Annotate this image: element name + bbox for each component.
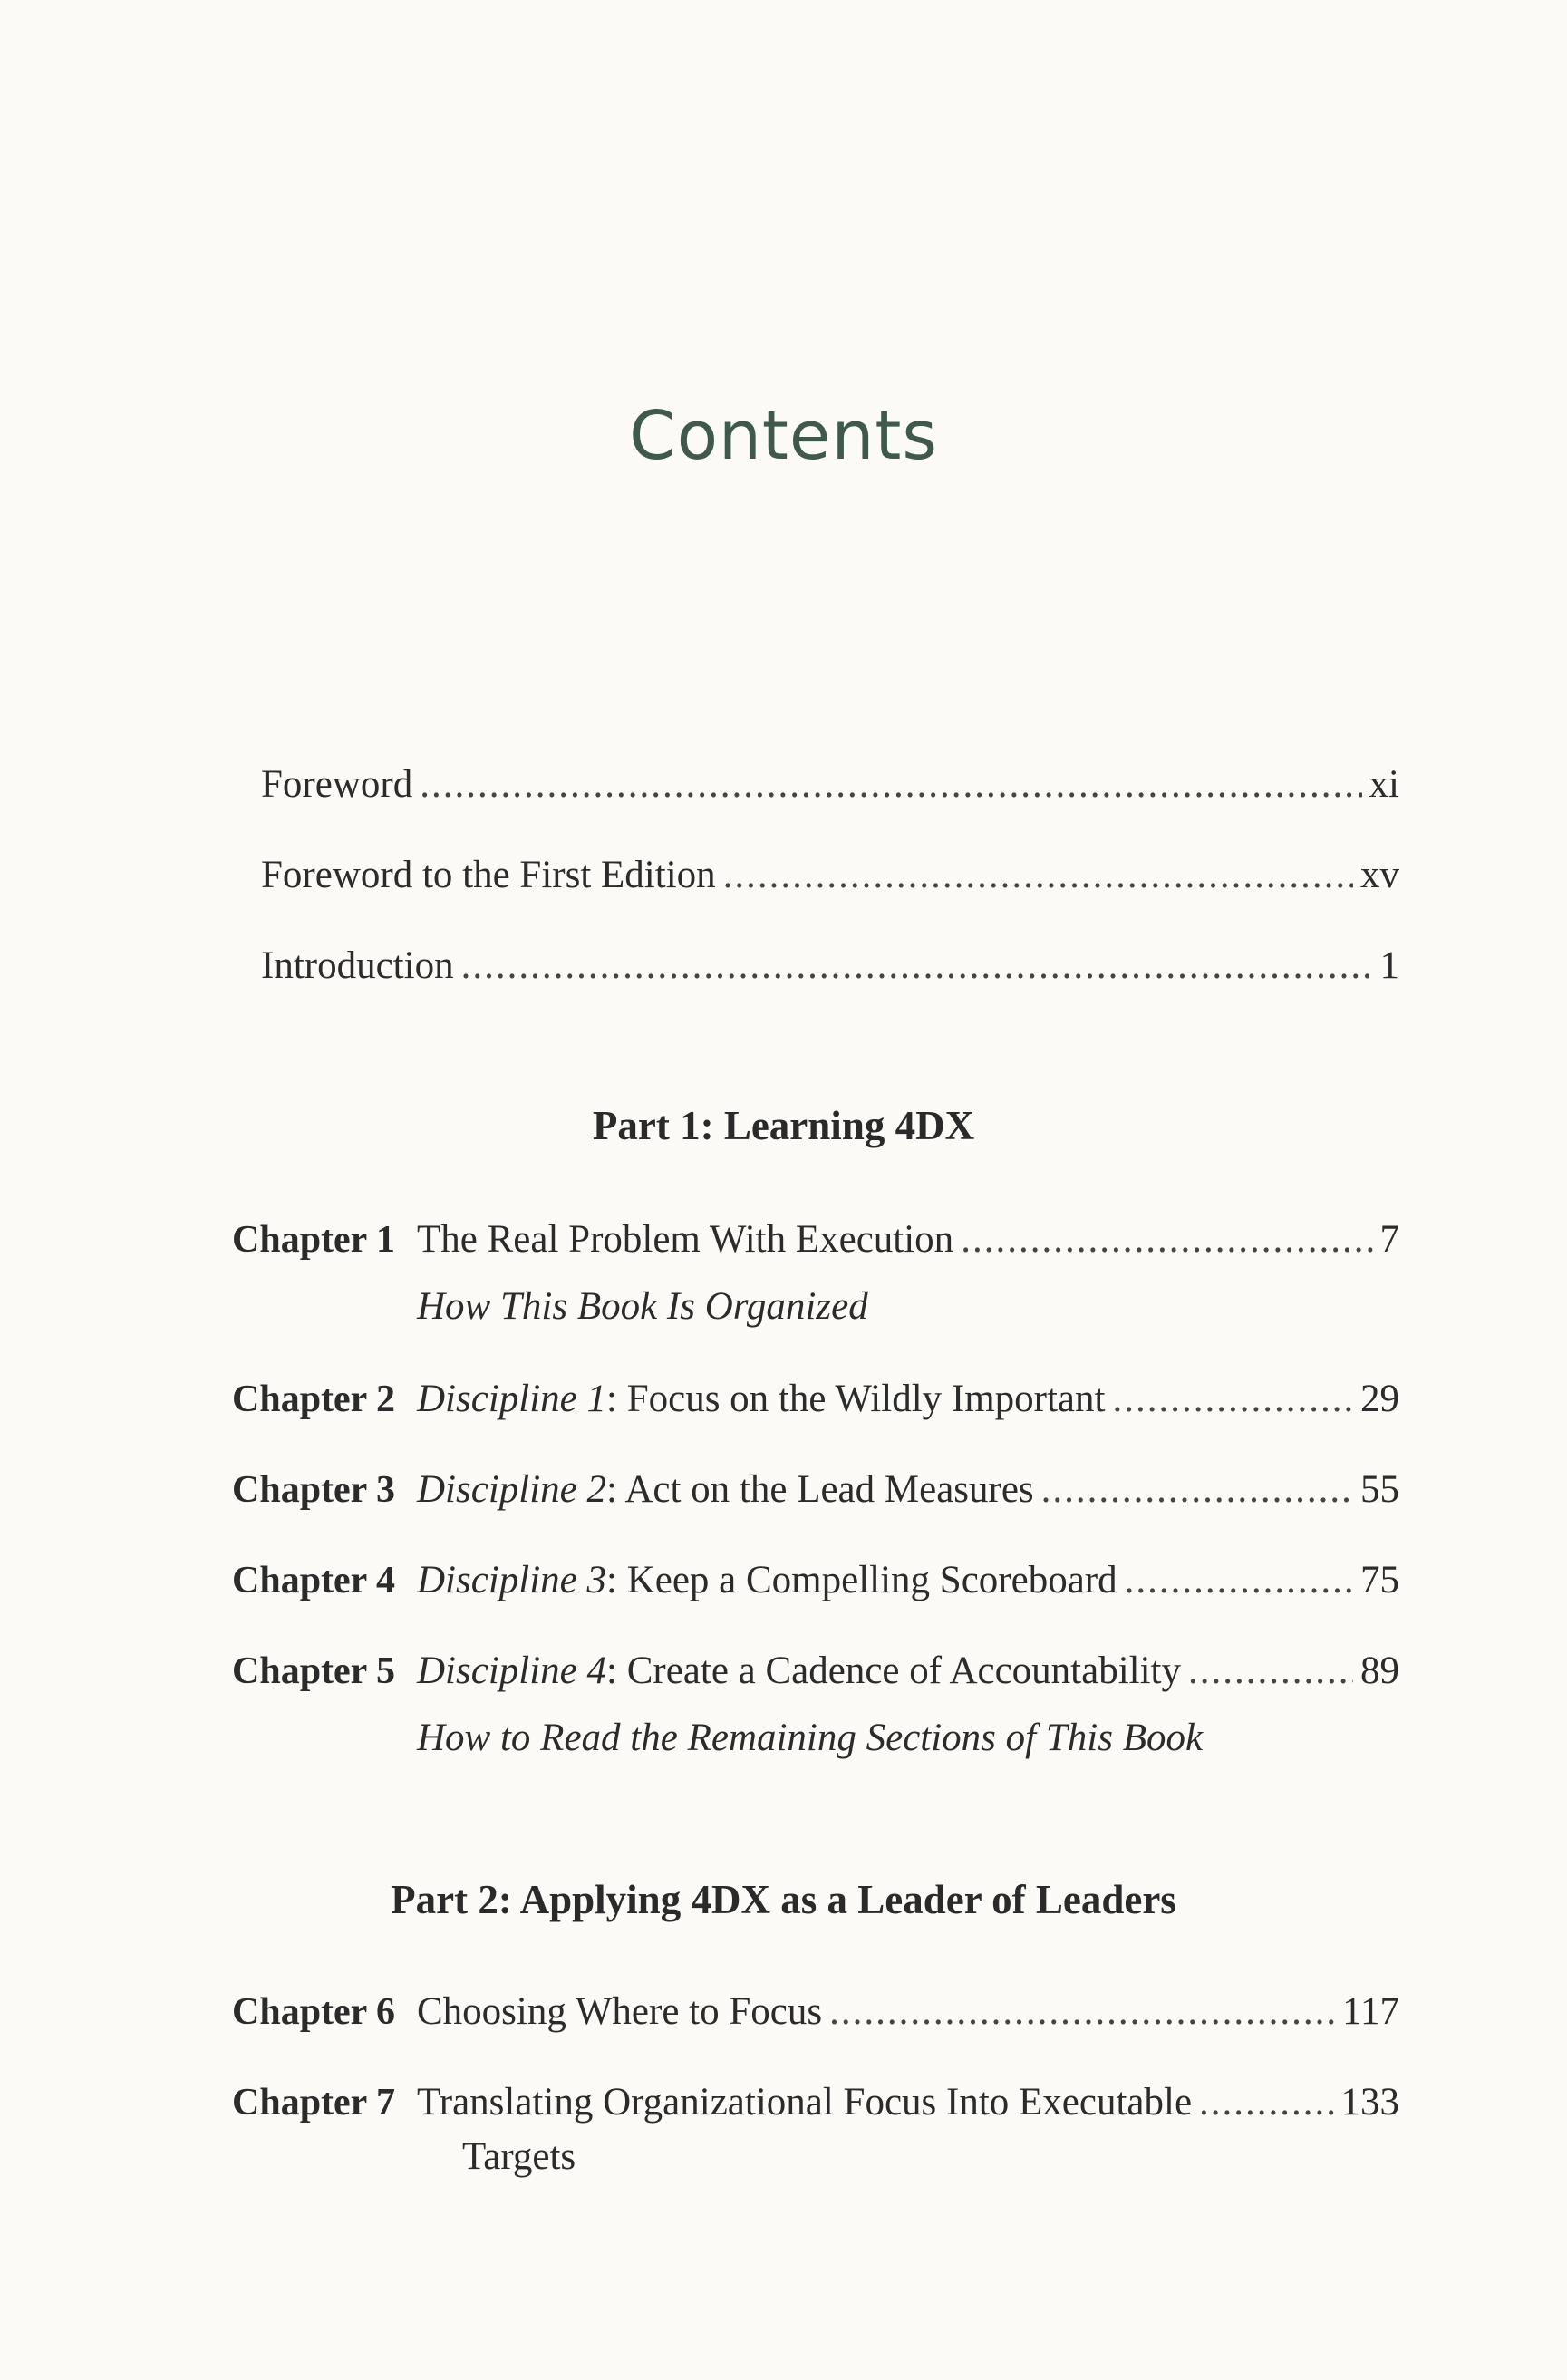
entry-title: Introduction xyxy=(261,944,454,987)
toc-entry-chapter-4[interactable] xyxy=(417,1555,1399,1606)
chapter-7-label: Chapter 7 xyxy=(232,2082,396,2124)
page-title: Contents xyxy=(629,397,938,475)
toc-entry-chapter-1[interactable] xyxy=(417,1214,1399,1265)
entry-page: 7 xyxy=(1379,1218,1399,1261)
entry-page: xv xyxy=(1360,854,1399,896)
chapter-1-label: Chapter 1 xyxy=(232,1219,396,1261)
entry-title: Foreword to the First Edition xyxy=(261,854,716,896)
chapter-4-label: Chapter 4 xyxy=(232,1560,396,1601)
entry-title xyxy=(417,1646,1181,1697)
entry-page: 55 xyxy=(1360,1468,1399,1511)
dot-leader xyxy=(1188,1646,1353,1697)
toc-entry-introduction[interactable] xyxy=(261,941,1399,992)
dot-leader xyxy=(1199,2077,1333,2128)
chapter-5-label: Chapter 5 xyxy=(232,1650,396,1692)
toc-entry-chapter-3[interactable] xyxy=(417,1465,1399,1515)
toc-entry-chapter-6[interactable] xyxy=(417,1987,1399,2037)
entry-page: 29 xyxy=(1360,1378,1399,1420)
chapter-5-subtitle: How to Read the Remaining Sections of This Book xyxy=(417,1717,1204,1759)
entry-title-text: : Act on the Lead Measures xyxy=(606,1468,1034,1511)
chapter-3-label: Chapter 3 xyxy=(232,1469,396,1511)
dot-leader xyxy=(829,1987,1335,2037)
dot-leader xyxy=(1112,1374,1353,1425)
entry-title: Foreword xyxy=(261,763,413,806)
part-1-heading: Part 1: Learning 4DX xyxy=(592,1103,975,1148)
dot-leader xyxy=(961,1214,1372,1265)
discipline-label: Discipline 4 xyxy=(417,1650,606,1692)
entry-title: Choosing Where to Focus xyxy=(417,1990,823,2033)
entry-page: 89 xyxy=(1360,1650,1399,1692)
discipline-label: Discipline 3 xyxy=(417,1559,606,1601)
chapter-2-label: Chapter 2 xyxy=(232,1379,396,1420)
dot-leader xyxy=(723,850,1353,901)
dot-leader xyxy=(461,941,1373,992)
entry-page: 133 xyxy=(1340,2081,1399,2124)
toc-entry-chapter-5[interactable] xyxy=(417,1646,1399,1697)
entry-title: Translating Organizational Focus Into Executable xyxy=(417,2081,1193,2124)
entry-page: 75 xyxy=(1360,1559,1399,1601)
dot-leader xyxy=(420,759,1361,810)
chapter-7-title-continuation: Targets xyxy=(462,2135,576,2178)
toc-entry-foreword[interactable] xyxy=(261,759,1399,810)
entry-title-text: : Keep a Compelling Scoreboard xyxy=(606,1559,1117,1601)
toc-entry-foreword-first-edition[interactable] xyxy=(261,850,1399,901)
entry-title xyxy=(417,1465,1034,1515)
dot-leader xyxy=(1125,1555,1353,1606)
toc-entry-chapter-7[interactable] xyxy=(417,2077,1399,2128)
entry-page: 1 xyxy=(1379,944,1399,987)
entry-page: 117 xyxy=(1342,1990,1399,2033)
entry-page: xi xyxy=(1369,763,1399,806)
toc-entry-chapter-2[interactable] xyxy=(417,1374,1399,1425)
entry-title xyxy=(417,1374,1105,1425)
chapter-1-subtitle: How This Book Is Organized xyxy=(417,1285,868,1328)
entry-title xyxy=(417,1555,1117,1606)
chapter-6-label: Chapter 6 xyxy=(232,1991,396,2033)
dot-leader xyxy=(1041,1465,1353,1515)
entry-title-text: : Create a Cadence of Accountability xyxy=(606,1650,1181,1692)
part-2-heading: Part 2: Applying 4DX as a Leader of Leaders xyxy=(391,1877,1176,1922)
entry-title-text: : Focus on the Wildly Important xyxy=(606,1378,1106,1420)
discipline-label: Discipline 1 xyxy=(417,1378,606,1420)
entry-title: The Real Problem With Execution xyxy=(417,1218,954,1261)
discipline-label: Discipline 2 xyxy=(417,1468,606,1511)
